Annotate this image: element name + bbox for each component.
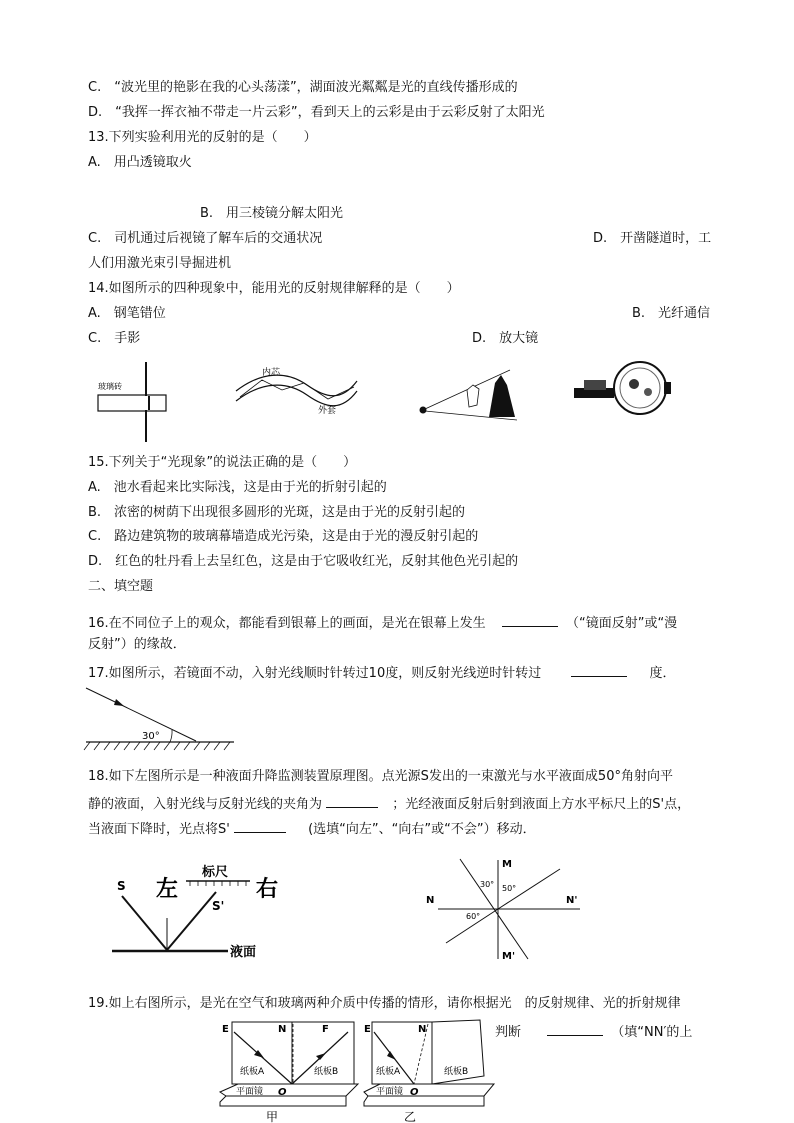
q18-line2: 静的液面，入射光线与反射光线的夹角为 ；光经液面反射后射到液面上方水平标尺上的S'点， [88,793,690,814]
ray-e-label-yi: E [364,1024,371,1035]
q15-stem: 15.下列关于“光现象”的说法正确的是（ ） [88,455,357,470]
hand-shadow-figure [415,365,525,425]
angle-60-label: 60° [466,912,481,921]
liquid-surface-label: 液面 [230,945,257,960]
board-b-label-yi: 纸板B [444,1067,469,1077]
right-label: 右 [256,877,279,902]
board-a-label: 纸板A [240,1067,265,1077]
interface-n-prime-label: N' [566,895,578,906]
image-point-label: S' [212,899,225,913]
interface-n-label: N [426,895,435,906]
reflection-board-figure-jia [218,1020,360,1123]
optical-fiber-figure [232,363,362,418]
q14-option-b: B. 光纤通信 [632,306,711,321]
point-o-label-yi: O [410,1087,419,1098]
q19-answer-blank[interactable] [547,1021,603,1036]
figure-jia-label: 甲 [266,1110,279,1123]
q12-option-d: D. “我挥一挥衣袖不带走一片云彩”，看到天上的云彩是由于云彩反射了太阳光 [88,105,545,120]
normal-n-label-yi: N [418,1024,427,1035]
q13-option-a: A. 用凸透镜取火 [88,155,192,170]
glass-brick-label: 玻璃砖 [98,382,122,391]
fiber-core-label: 内芯 [262,368,281,378]
board-b-label: 纸板B [314,1067,339,1077]
q15-option-a: A. 池水看起来比实际浅，这是由于光的折射引起的 [88,480,387,495]
ray-f-label: F [322,1024,329,1035]
angle-50-label: 50° [502,884,517,893]
q18-direction-blank[interactable] [234,818,286,833]
q19-line1: 19.如上右图所示，是光在空气和玻璃两种介质中传播的情形，请你根据光 的反射规律、光的折射规律 [88,996,681,1011]
q13-option-d: D. 开凿隧道时，工 [593,231,712,246]
q18-line1: 18.如下左图所示是一种液面升降监测装置原理图。点光源S发出的一束激光与水平液面成50°角射向平 [88,769,673,784]
figure-yi-label: 乙 [404,1110,417,1123]
mirror-label-yi: 平面镜 [376,1087,404,1097]
pen-offset-figure [90,360,180,445]
q13-option-c: C. 司机通过后视镜了解车后的交通状况 [88,231,323,246]
section-title-fill-blank: 二、填空题 [88,579,154,594]
q16-text: 16.在不同位子上的观众，都能看到银幕上的画面，是光在银幕上发生 （“镜面反射”或“漫 [88,612,677,633]
q17-text: 17.如图所示，若镜面不动，入射光线顺时针转过10度，则反射光线逆时针转过 度． [88,662,676,683]
q13-stem: 13.下列实验利用光的反射的是（ ） [88,130,317,145]
q16-answer-blank[interactable] [502,612,558,627]
left-label: 左 [156,877,179,902]
normal-m-prime-label: M' [502,951,516,962]
q13-option-b: B. 用三棱镜分解太阳光 [200,206,344,221]
normal-m-label: M [502,859,512,870]
reflection-board-figure-yi [362,1020,500,1123]
q17-answer-blank[interactable] [571,662,627,677]
angle-30-label: 30° [480,880,495,889]
ray-e-label: E [222,1024,229,1035]
q18-angle-blank[interactable] [326,793,378,808]
board-a-label-yi: 纸板A [376,1067,401,1077]
source-s-label: S [117,879,126,893]
q15-option-b: B. 浓密的树荫下出现很多圆形的光斑，这是由于光的反射引起的 [88,505,466,520]
point-o-label: O [278,1087,287,1098]
q14-option-d: D. 放大镜 [472,331,539,346]
q17-angle-label: 30° [142,731,160,742]
q12-option-c: C. “波光里的艳影在我的心头荡漾”，湖面波光粼粼是光的直线传播形成的 [88,80,518,95]
liquid-level-figure [110,858,279,966]
q17-mirror-figure [84,686,239,754]
q14-option-c: C. 手影 [88,331,141,346]
q14-stem: 14.如图所示的四种现象中，能用光的反射规律解释的是（ ） [88,281,460,296]
q19-line2: 判断 （填“NN′的上 [495,1021,692,1042]
q13-option-d-cont: 人们用激光束引导掘进机 [88,256,232,271]
fiber-cladding-label: 外套 [318,406,337,416]
magnifier-figure [572,358,672,418]
q15-option-d: D. 红色的牡丹看上去呈红色，这是由于它吸收红光，反射其他色光引起的 [88,554,519,569]
q14-option-a: A. 钢笔错位 [88,306,166,321]
refraction-figure [420,855,595,965]
q16-text-cont: 反射”）的缘故． [88,637,186,652]
q15-option-c: C. 路边建筑物的玻璃幕墙造成光污染，这是由于光的漫反射引起的 [88,529,479,544]
q18-line3: 当液面下降时，光点将S' (选填“向左”、“向右”或“不会”）移动． [88,818,536,839]
normal-n-label: N [278,1024,287,1035]
ruler-label: 标尺 [202,865,229,880]
mirror-label: 平面镜 [236,1087,264,1097]
